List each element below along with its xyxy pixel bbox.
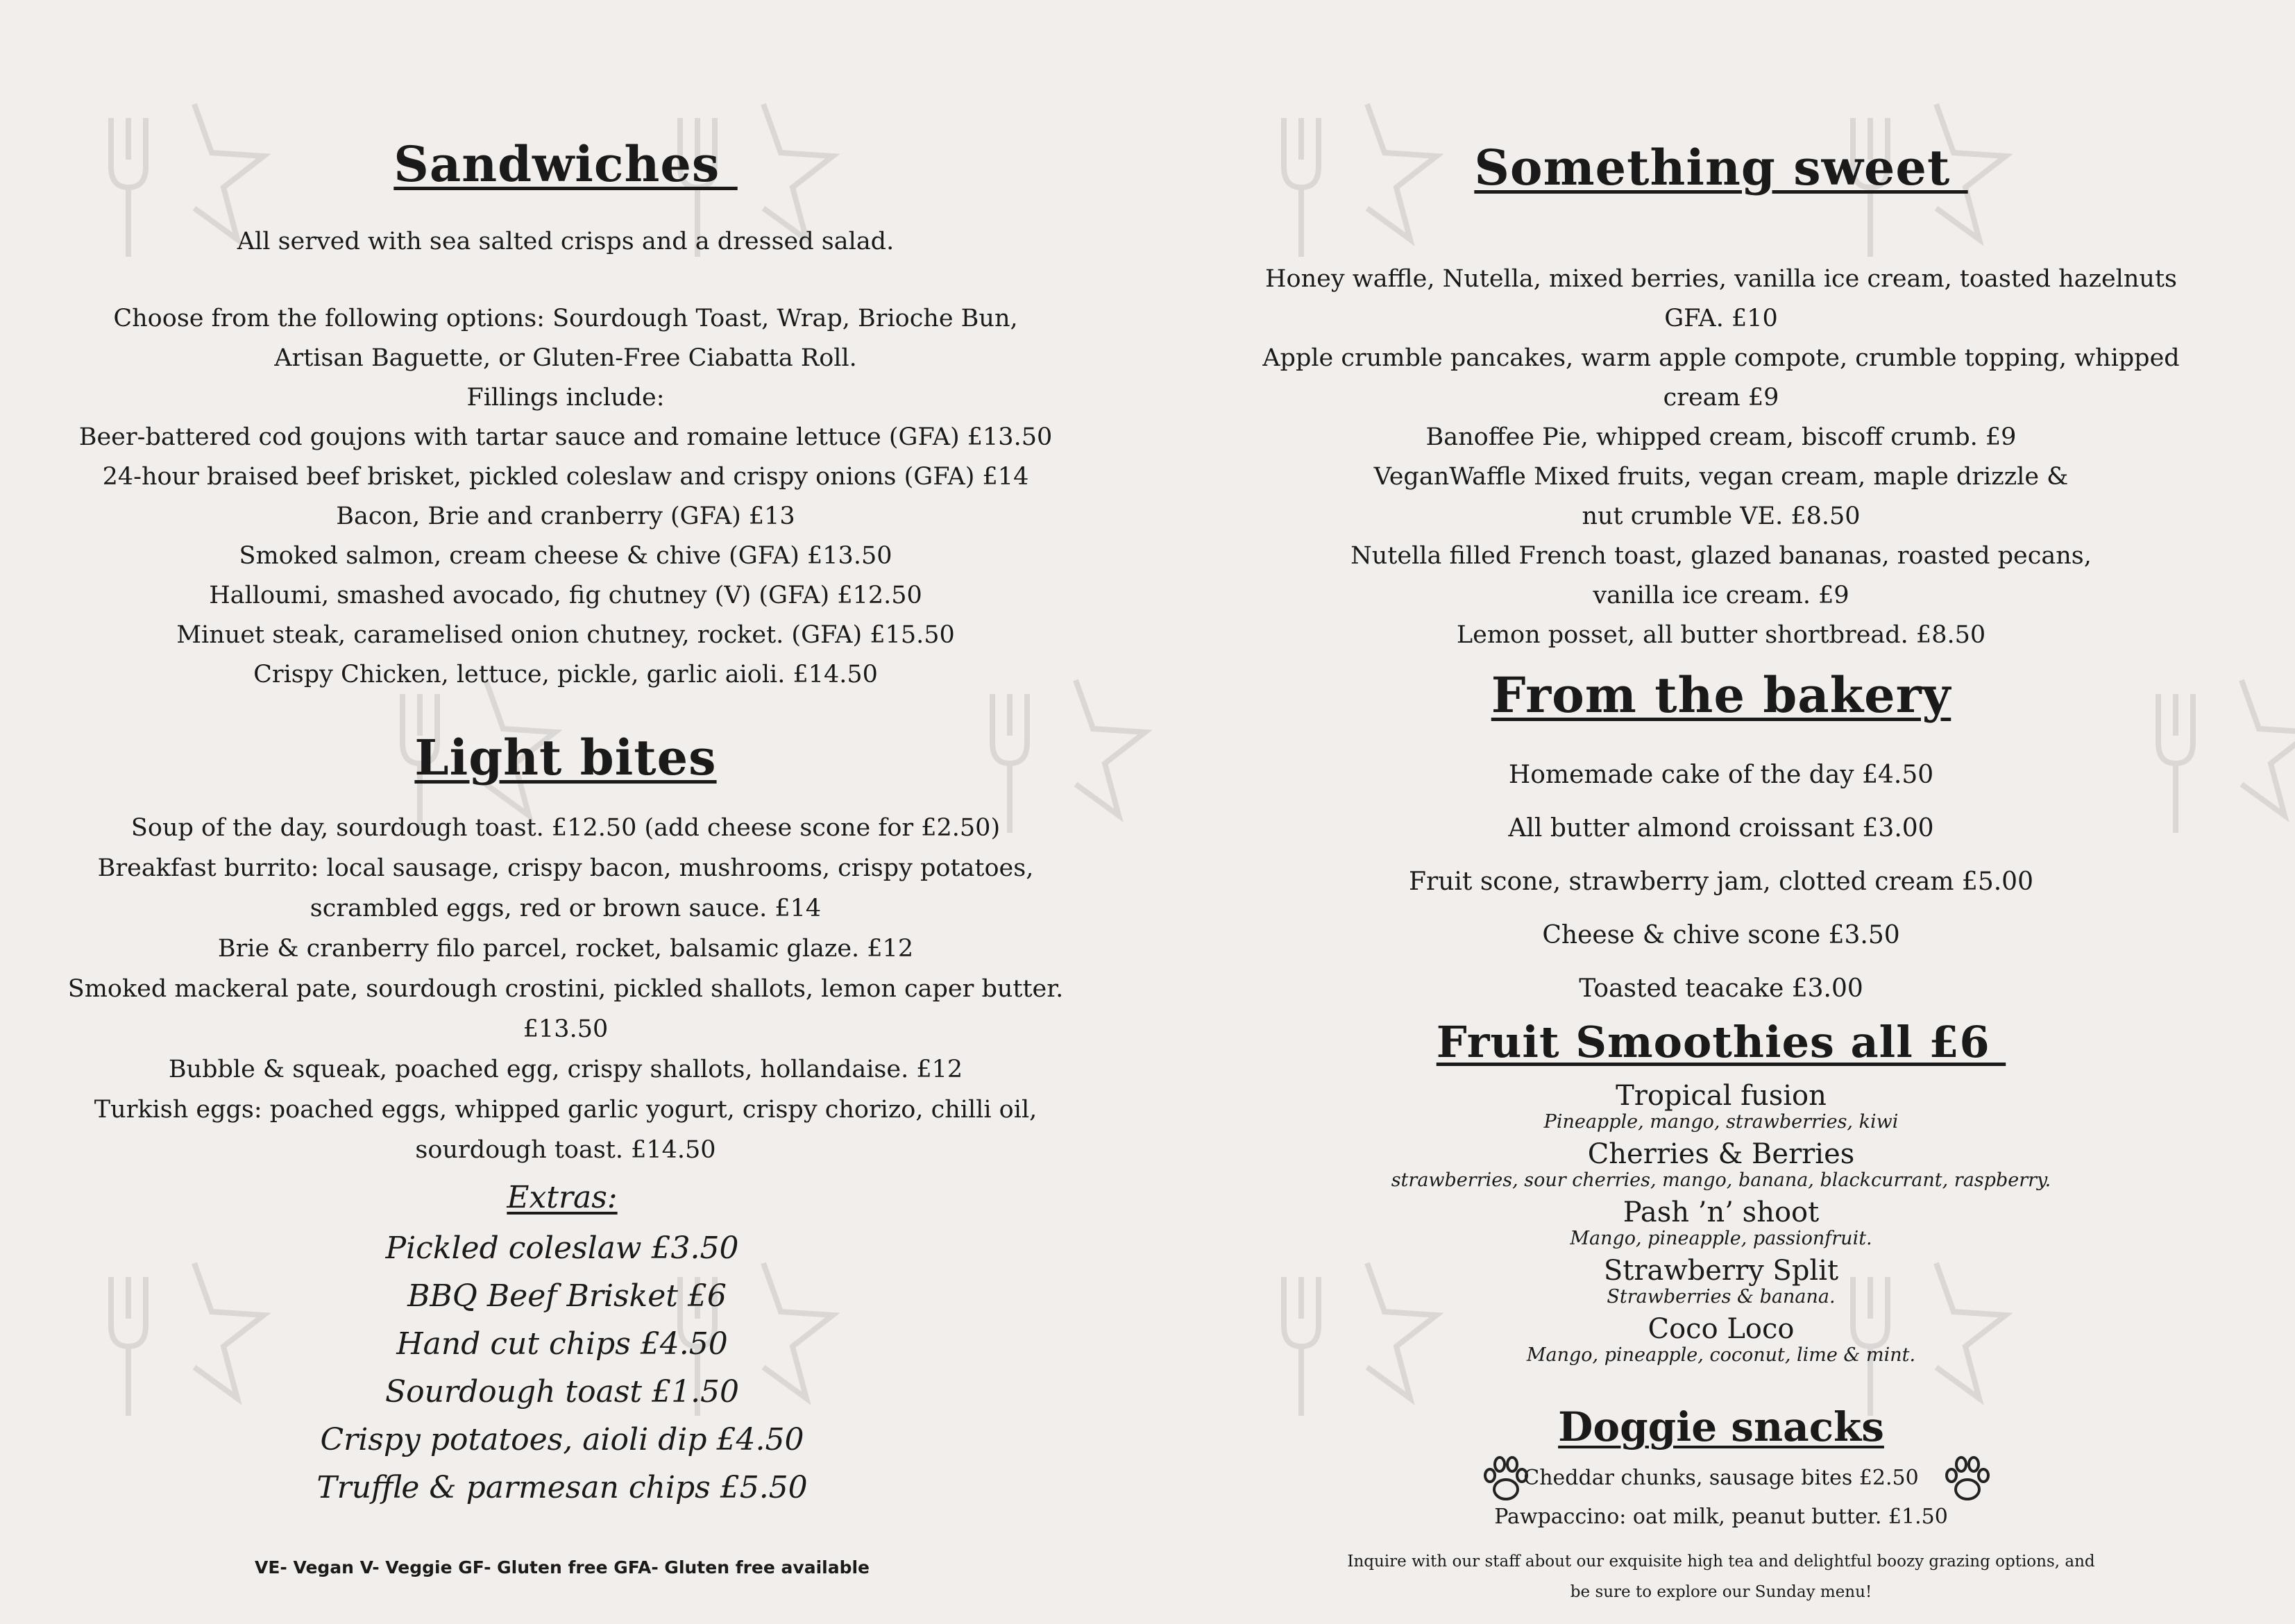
list-item: Choose from the following options: Sourdough Toast, Wrap, Brioche Bun, [113, 305, 1018, 332]
list-item: Crispy Chicken, lettuce, pickle, garlic aioli. £14.50 [253, 661, 878, 688]
list-item: Toasted teacake £3.00 [1579, 974, 1863, 1003]
list-item: nut crumble VE. £8.50 [1582, 502, 1861, 530]
list-item: Breakfast burrito: local sausage, crispy bacon, mushrooms, crispy potatoes, [97, 854, 1034, 882]
list-item: BBQ Beef Brisket £6 [398, 1278, 727, 1314]
smoothie-description: Strawberries & banana. [1607, 1286, 1836, 1308]
sandwiches-heading: Sandwiches [393, 135, 738, 193]
doggie-item: Cheddar chunks, sausage bites £2.50 [1523, 1466, 1919, 1490]
list-item: Artisan Baguette, or Gluten-Free Ciabatta Roll. [274, 344, 857, 372]
list-item: Pickled coleslaw £3.50 [385, 1230, 739, 1266]
list-item: Fruit scone, strawberry jam, clotted cream £5.00 [1409, 868, 2033, 896]
doggie-item: Pawpaccino: oat milk, peanut butter. £1.50 [1494, 1505, 1948, 1529]
sandwiches-intro: All served with sea salted crisps and a dressed salad. [237, 228, 895, 255]
list-item: Turkish eggs: poached eggs, whipped garlic yogurt, crispy chorizo, chilli oil, [94, 1096, 1038, 1124]
list-item: Sourdough toast £1.50 [384, 1374, 740, 1410]
something-sweet-list [1242, 260, 2200, 655]
list-item [1242, 1080, 2200, 1133]
extras-list [0, 1224, 1131, 1512]
list-item: vanilla ice cream. £9 [1593, 582, 1849, 609]
footer-note [1242, 1546, 2200, 1607]
paw-print-icon [1482, 1455, 1530, 1505]
smoothies-heading: Fruit Smoothies all £6 [1436, 1017, 2006, 1067]
list-item: £13.50 [523, 1015, 609, 1043]
list-item: Beer-battered cod goujons with tartar sauce and romaine lettuce (GFA) £13.50 [78, 423, 1053, 451]
bakery-list [1242, 748, 2200, 1015]
list-item [1242, 1196, 2200, 1249]
list-item: Smoked salmon, cream cheese & chive (GFA) £13.50 [239, 542, 892, 570]
light-bites-list [0, 808, 1131, 1170]
list-item: Crispy potatoes, aioli dip £4.50 [320, 1422, 804, 1457]
list-item: Hand cut chips £4.50 [396, 1326, 728, 1362]
list-item: scrambled eggs, red or brown sauce. £14 [310, 895, 822, 922]
doggie-heading: Doggie snacks [1558, 1403, 1884, 1450]
list-item: Fillings include: [466, 384, 665, 412]
list-item: Bubble & squeak, poached egg, crispy shallots, hollandaise. £12 [168, 1056, 963, 1083]
list-item: Homemade cake of the day £4.50 [1508, 761, 1934, 789]
list-item: Soup of the day, sourdough toast. £12.50 (add cheese scone for £2.50) [130, 814, 1001, 842]
list-item: Lemon posset, all butter shortbread. £8.50 [1456, 621, 1986, 649]
something-sweet-heading: Something sweet [1474, 139, 1968, 196]
smoothie-description: Mango, pineapple, coconut, lime & mint. [1526, 1344, 1916, 1366]
smoothie-name: Strawberry Split [1603, 1255, 1839, 1287]
list-item: Nutella filled French toast, glazed bananas, roasted pecans, [1350, 542, 2092, 570]
smoothie-description: Pineapple, mango, strawberries, kiwi [1543, 1111, 1899, 1133]
light-bites-heading: Light bites [414, 729, 717, 786]
list-item: Banoffee Pie, whipped cream, biscoff crumb. £9 [1425, 423, 2017, 451]
list-item: Brie & cranberry filo parcel, rocket, balsamic glaze. £12 [217, 935, 914, 963]
list-item: Cheese & chive scone £3.50 [1542, 921, 1900, 949]
list-item: VeganWaffle Mixed fruits, vegan cream, maple drizzle & [1373, 463, 2069, 491]
smoothie-name: Tropical fusion [1616, 1080, 1827, 1112]
list-item: GFA. £10 [1664, 305, 1778, 332]
list-item: Apple crumble pancakes, warm apple compote, crumble topping, whipped [1262, 344, 2180, 372]
smoothie-name: Pash ’n’ shoot [1623, 1196, 1820, 1228]
list-item [1242, 1138, 2200, 1191]
list-item [1242, 1313, 2200, 1366]
smoothie-name: Coco Loco [1648, 1313, 1795, 1345]
list-item [1242, 1255, 2200, 1308]
dietary-legend: VE- Vegan V- Veggie GF- Gluten free GFA- Gluten free available [254, 1557, 870, 1578]
sandwiches-list [0, 299, 1131, 695]
smoothie-description: Mango, pineapple, passionfruit. [1570, 1228, 1872, 1249]
list-item: Truffle & parmesan chips £5.50 [316, 1470, 808, 1505]
list-item: cream £9 [1663, 384, 1779, 412]
list-item: 24-hour braised beef brisket, pickled coleslaw and crispy onions (GFA) £14 [102, 463, 1029, 491]
list-item: Halloumi, smashed avocado, fig chutney (V) (GFA) £12.50 [209, 582, 922, 609]
list-item: Minuet steak, caramelised onion chutney, rocket. (GFA) £15.50 [176, 621, 955, 649]
bakery-heading: From the bakery [1491, 666, 1951, 724]
list-item: Honey waffle, Nutella, mixed berries, vanilla ice cream, toasted hazelnuts [1265, 265, 2177, 293]
list-item: All butter almond croissant £3.00 [1508, 814, 1934, 843]
list-item: sourdough toast. £14.50 [415, 1136, 716, 1164]
smoothie-description: strawberries, sour cherries, mango, banana, blackcurrant, raspberry. [1391, 1169, 2051, 1191]
footer-line: Inquire with our staff about our exquisite high tea and delightful boozy grazing options, and [1347, 1553, 2095, 1571]
list-item: Smoked mackeral pate, sourdough crostini, pickled shallots, lemon caper butter. [67, 975, 1064, 1003]
list-item: Bacon, Brie and cranberry (GFA) £13 [336, 502, 795, 530]
paw-print-icon [1943, 1455, 1992, 1505]
extras-heading: Extras: [507, 1180, 618, 1215]
smoothie-name: Cherries & Berries [1587, 1138, 1855, 1170]
smoothies-list [1242, 1080, 2200, 1366]
footer-line: be sure to explore our Sunday menu! [1570, 1583, 1872, 1601]
